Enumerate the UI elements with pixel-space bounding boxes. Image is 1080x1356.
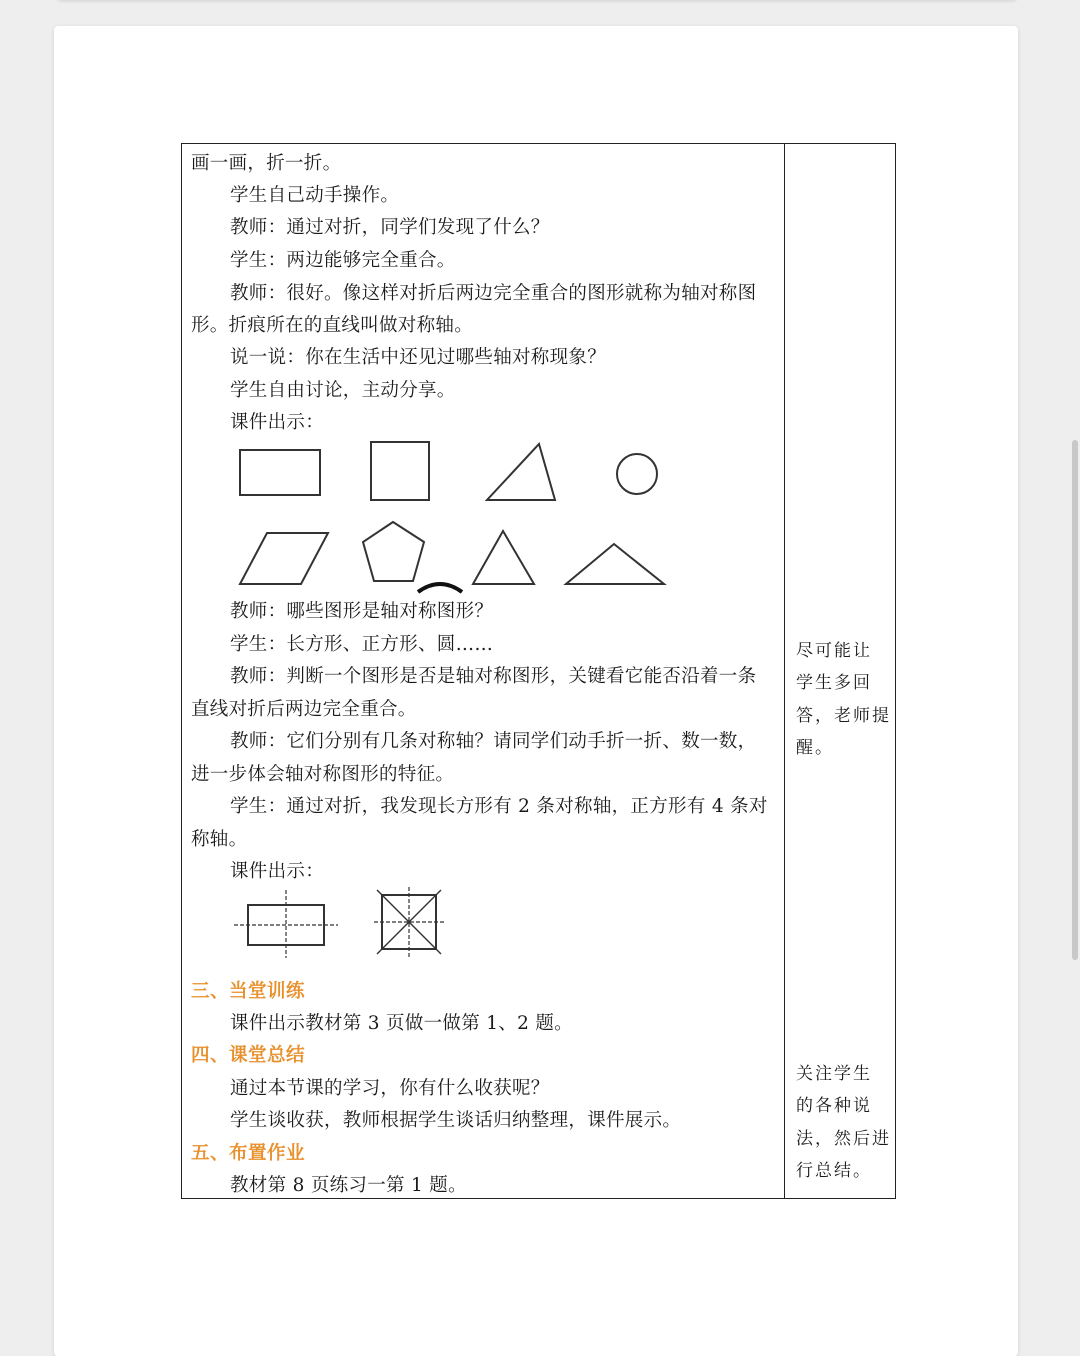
text-line: 课件出示： [230,412,325,433]
text-line: 形。折痕所在的直线叫做对称轴。 [191,315,474,336]
note-line: 行总结。 [796,1161,872,1181]
text-line: 教师：通过对折，同学们发现了什么？ [230,217,550,238]
text-line: 称轴。 [191,829,248,850]
column-divider [784,144,785,1198]
text-line: 教师：判断一个图形是否是轴对称图形，关键看它能否沿着一条 [230,666,757,687]
text-line: 教师：它们分别有几条对称轴？请同学们动手折一折、数一数， [230,731,757,752]
parallelogram-shape [240,533,328,584]
text-line: 学生自由讨论，主动分享。 [230,380,456,401]
shapes-figure [230,434,680,594]
lesson-table [181,143,896,1199]
note-line: 学生多回 [796,673,872,693]
text-line: 学生：长方形、正方形、圆…… [230,634,494,655]
text-line: 直线对折后两边完全重合。 [191,699,417,720]
note-line: 法，然后进 [796,1129,891,1149]
text-line: 学生：通过对折，我发现长方形有 2 条对称轴，正方形有 4 条对 [230,796,768,817]
symmetry-axes-figure [232,886,462,966]
text-line: 教师：哪些图形是轴对称图形？ [230,601,494,622]
text-line: 学生谈收获，教师根据学生谈话归纳整理，课件展示。 [230,1110,682,1131]
note-line: 关注学生 [796,1064,872,1084]
note-line: 答，老师提 [796,706,891,726]
arc-mark [418,584,462,592]
rectangle-shape [240,450,320,495]
text-line: 进一步体会轴对称图形的特征。 [191,764,455,785]
circle-shape [617,454,657,494]
note-line: 尽可能让 [796,641,872,661]
note-line: 的各种说 [796,1096,872,1116]
text-line: 课件出示教材第 3 页做一做第 1、2 题。 [230,1013,573,1034]
section-heading: 四、课堂总结 [191,1045,306,1066]
square-shape [371,442,429,500]
text-line: 画一画，折一折。 [191,153,342,174]
text-line: 教材第 8 页练习一第 1 题。 [230,1175,467,1196]
text-line: 通过本节课的学习，你有什么收获呢？ [230,1078,550,1099]
text-line: 教师：很好。像这样对折后两边完全重合的图形就称为轴对称图 [230,283,757,304]
text-line: 课件出示： [230,861,325,882]
text-line: 说一说：你在生活中还见过哪些轴对称现象？ [230,347,607,368]
section-heading: 五、布置作业 [191,1143,306,1164]
scrollbar-thumb[interactable] [1072,440,1078,960]
note-line: 醒。 [796,738,834,758]
text-line: 学生自己动手操作。 [230,185,400,206]
equilateral-triangle-shape [473,531,534,584]
isosceles-triangle-shape [566,544,664,584]
text-line: 学生：两边能够完全重合。 [230,250,456,271]
pentagon-shape [363,522,424,581]
section-heading: 三、当堂训练 [191,981,306,1002]
scalene-triangle-shape [487,444,555,500]
